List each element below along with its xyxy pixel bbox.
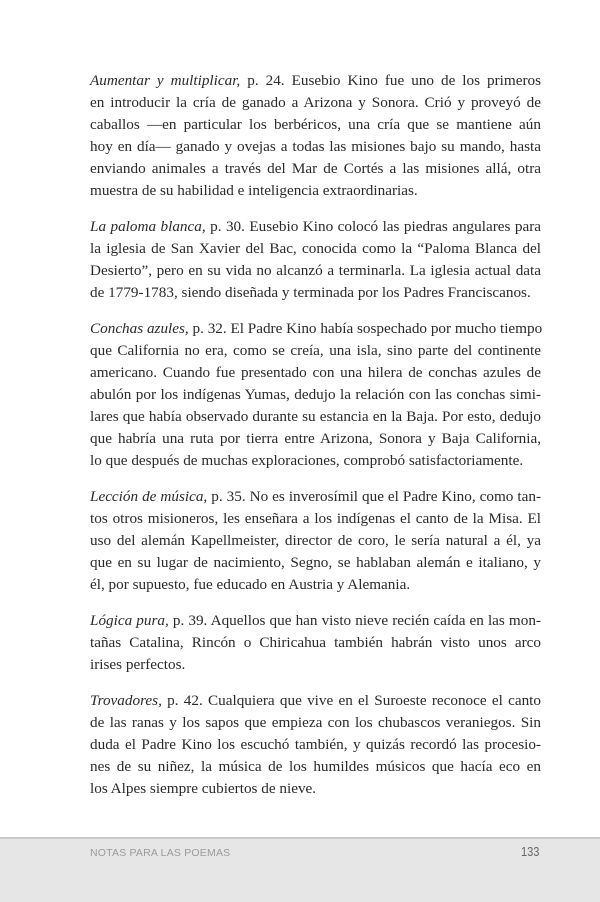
text-line [90,158,541,180]
text-line [90,282,541,304]
text-line [90,610,541,632]
line-text: p. 39. Aquellos que han visto nieve recién caída en las mon- [168,612,541,629]
note-paragraph [90,318,541,472]
line-text: nes de su niñez, la música de los humildes músicos que hacía eco en [90,758,541,775]
poem-title: Conchas azules, [90,320,189,337]
line-text: p. 24. Eusebio Kino fue uno de los primeros [240,72,542,89]
text-line [90,574,541,596]
text-line [90,690,541,712]
line-text: duda el Padre Kino los escuchó también, y quizás recordó las procesio- [90,736,541,753]
line-text: los Alpes siempre cubiertos de nieve. [90,780,317,797]
text-line [90,340,541,362]
note-paragraph [90,70,541,202]
line-text: p. 32. El Padre Kino había sospechado por mucho tiempo [188,320,543,337]
line-text: p. 35. No es inverosímil que el Padre Kino, como tan- [207,488,541,505]
line-text: que habría una ruta por tierra entre Arizona, Sonora y Baja California, [90,430,541,447]
page-footer [0,837,600,902]
text-line [90,406,541,428]
text-line [90,180,541,202]
text-line [90,632,541,654]
text-line [90,114,541,136]
text-line [90,318,541,340]
line-text: Desierto”, pero en su vida no alcanzó a terminarla. La iglesia actual data [90,262,541,279]
text-line [90,216,541,238]
notes-body [90,70,541,814]
text-line [90,552,541,574]
line-text: americano. Cuando fue presentado con una hilera de conchas azules de [90,364,541,381]
text-line [90,136,541,158]
note-paragraph [90,690,541,800]
text-line [90,238,541,260]
page-number: 133 [521,844,540,859]
line-text: de las ranas y los sapos que empieza con los chubascos veraniegos. Sin [90,714,541,731]
text-line [90,362,541,384]
line-text: que en su lugar de nacimiento, Segno, se hablaban alemán e italiano, y [90,554,541,571]
line-text: p. 42. Cualquiera que vive en el Suroeste reconoce el canto [161,692,541,709]
line-text: enviando animales a través del Mar de Cortés a las misiones allá, otra [90,160,541,177]
line-text: muestra de su habilidad e inteligencia extraordinarias. [90,182,418,199]
text-line [90,486,541,508]
line-text: abulón por los indígenas Yumas, dedujo la relación con las conchas simi- [90,386,541,403]
line-text: p. 30. Eusebio Kino colocó las piedras angulares para [205,218,541,235]
text-line [90,712,541,734]
text-line [90,530,541,552]
poem-title: Trovadores, [90,692,162,709]
poem-title: Lógica pura, [90,612,169,629]
text-line [90,260,541,282]
line-text: en introducir la cría de ganado a Arizona y Sonora. Crió y proveyó de [90,94,541,111]
text-line [90,756,541,778]
text-line [90,508,541,530]
line-text: él, por supuesto, fue educado en Austria y Alemania. [90,576,411,593]
text-line [90,654,541,676]
line-text: que California no era, como se creía, una isla, sino parte del continente [90,342,541,359]
text-line [90,92,541,114]
running-footer-title: NOTAS PARA LAS POEMAS [90,847,231,859]
note-paragraph [90,486,541,596]
text-line [90,70,541,92]
note-paragraph [90,216,541,304]
text-line [90,734,541,756]
line-text: uso del alemán Kapellmeister, director de coro, le sería natural a él, ya [90,532,541,549]
line-text: caballos —en particular los berbéricos, una cría que se mantiene aún [90,116,541,133]
text-line [90,450,541,472]
text-line [90,384,541,406]
note-paragraph [90,610,541,676]
line-text: tos otros misioneros, les enseñara a los indígenas el canto de la Misa. El [90,510,541,527]
line-text: lares que había observado durante su estancia en la Baja. Por esto, dedujo [90,408,541,425]
line-text: la iglesia de San Xavier del Bac, conocida como la “Paloma Blanca del [90,240,541,257]
poem-title: Lección de música, [90,488,208,505]
line-text: de 1779-1783, siendo diseñada y terminada por los Padres Franciscanos. [90,284,531,301]
line-text: tañas Catalina, Rincón o Chiricahua también habrán visto unos arco [90,634,541,651]
line-text: hoy en día— ganado y ovejas a todas las misiones bajo su mando, hasta [90,138,541,155]
line-text: irises perfectos. [90,656,186,673]
text-line [90,428,541,450]
text-line [90,778,541,800]
line-text: lo que después de muchas exploraciones, comprobó satisfactoriamente. [90,452,524,469]
poem-title: La paloma blanca, [90,218,206,235]
poem-title: Aumentar y multiplicar, [90,72,241,89]
